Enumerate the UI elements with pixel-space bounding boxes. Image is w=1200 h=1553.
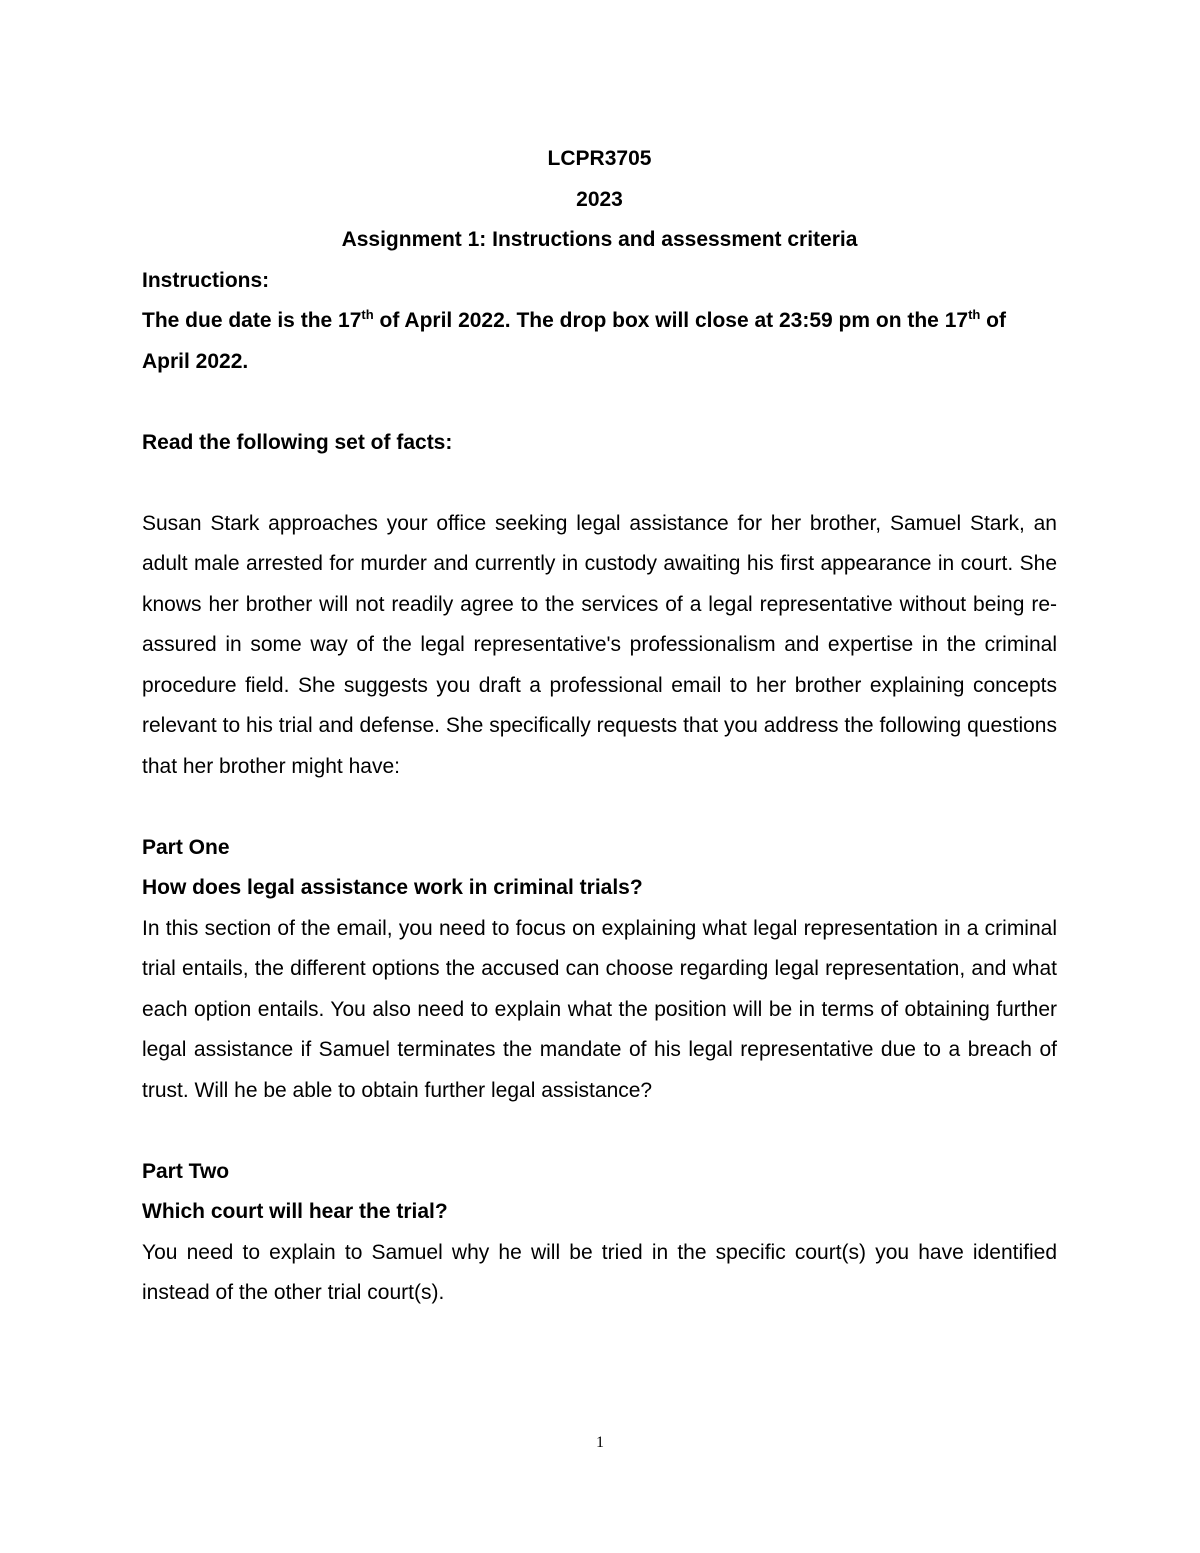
due-text-1: The due date is the 17: [142, 309, 362, 332]
document-title: Assignment 1: Instructions and assessment criteria: [341, 228, 858, 251]
page-content: [142, 139, 1057, 1314]
part-one-question: How does legal assistance work in criminal trials?: [142, 876, 643, 899]
facts-heading: Read the following set of facts:: [142, 430, 453, 454]
spacer: [142, 1111, 1057, 1152]
spacer: [142, 787, 1057, 828]
instructions-heading: Instructions:: [142, 268, 270, 292]
due-text-2: of April 2022. The drop box will close at 23:59 pm on the 17: [373, 309, 969, 332]
part-two-paragraph: You need to explain to Samuel why he will be tried in the specific court(s) you have identified instead of the other trial court(s).: [142, 1240, 1057, 1304]
year: 2023: [576, 187, 623, 211]
due-text-3: of April 2022.: [142, 309, 1006, 373]
part-two-label: Part Two: [142, 1159, 230, 1183]
facts-paragraph: Susan Stark approaches your office seeking legal assistance for her brother, Samuel Stark, an adult male arrested for murder and currently in custody awaiting his first appearance in court. She knows her brother will not readily agree to the services of a legal representative without being re-assured in some way of the legal representative's professionalism and expertise in the criminal procedure field. She suggests you draft a professional email to her brother explaining concepts relevant to his trial and defense. She specifically requests that you address the following questions that her brother might have:: [142, 511, 1057, 778]
page-number: 1: [596, 1434, 604, 1451]
ordinal-suffix-1: th: [361, 307, 374, 322]
part-two-question: Which court will hear the trial?: [142, 1200, 448, 1223]
ordinal-suffix-2: th: [968, 307, 981, 322]
part-one-paragraph: In this section of the email, you need to focus on explaining what legal representation in a criminal trial entails, the different options the accused can choose regarding legal representation, and what each option entails. You also need to explain what the position will be in terms of obtaining further legal assistance if Samuel terminates the mandate of his legal representative due to a breach of trust. Will he be able to obtain further legal assistance?: [142, 916, 1057, 1102]
part-one-label: Part One: [142, 835, 230, 859]
due-date-text: [142, 301, 1057, 382]
spacer: [142, 382, 1057, 423]
spacer: [142, 463, 1057, 504]
course-code: LCPR3705: [547, 147, 652, 170]
